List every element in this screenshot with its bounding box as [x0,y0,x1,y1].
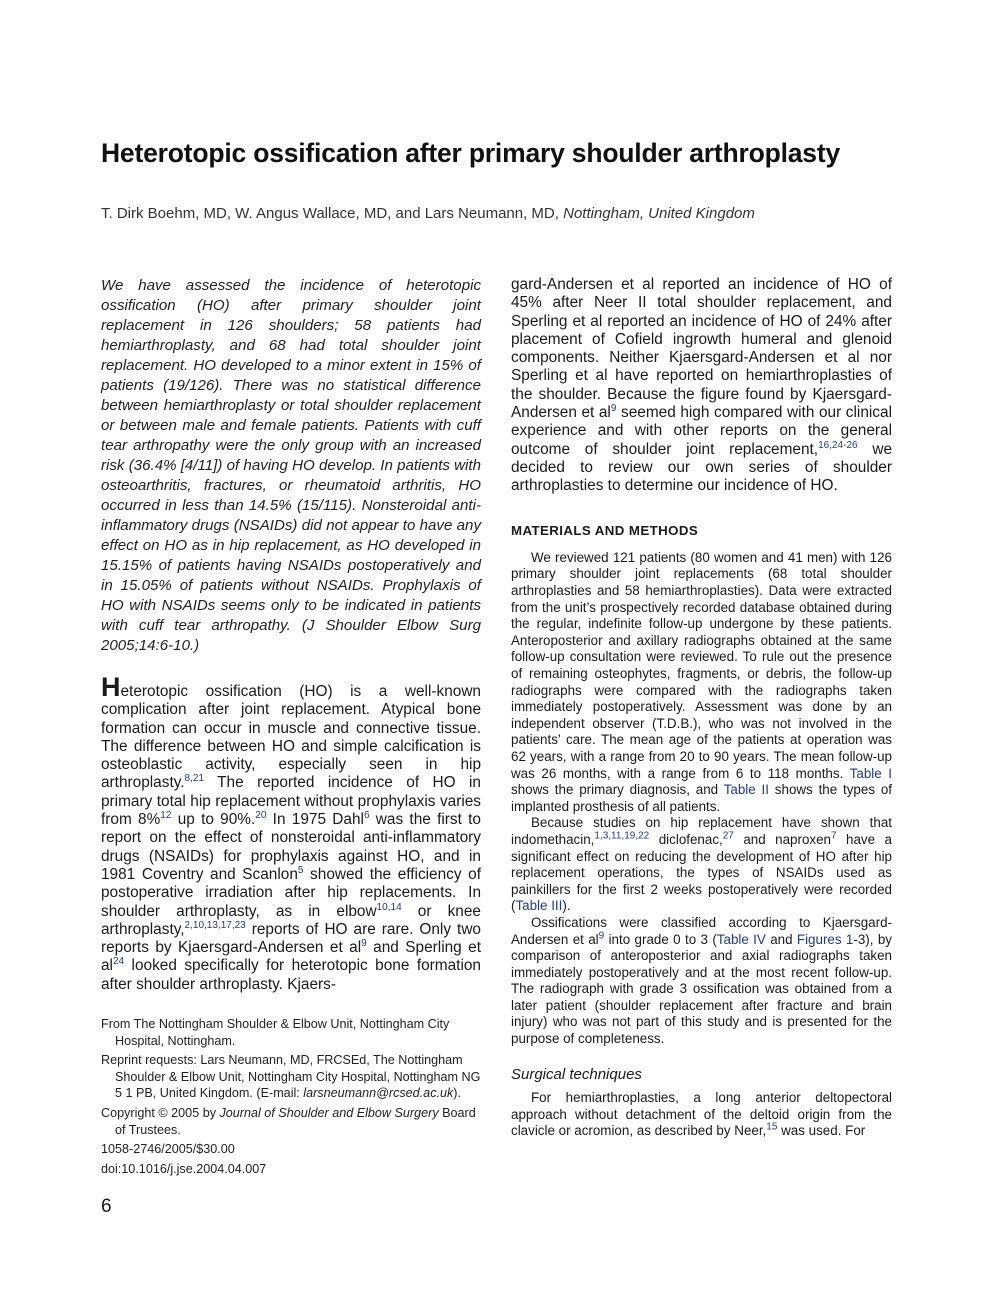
ref-link[interactable]: 1,3,11,19,22 [594,830,650,842]
ref-link[interactable]: 9 [361,938,367,950]
left-column [101,276,481,1180]
affiliation-note: From The Nottingham Shoulder & Elbow Unit, Nottingham City Hospital, Nottingham. [101,1017,450,1048]
intro-text-5: was the first to report on the effect of nonsteroidal anti-inflammatory drugs (NSAIDs) for prophylaxis against HO, and in 1981 Coventry and Scanlon [101,811,481,883]
email-link[interactable]: larsneumann@rcsed.ac.uk [303,1086,454,1101]
surgical-text: For hemiarthroplasties, a long anterior deltopectoral approach without detachment of the deltoid origin from the clavicle or acromion, as described by Neer, [511,1089,892,1139]
table-link[interactable]: Table I [849,765,893,781]
table-link[interactable]: Table II [723,782,769,798]
abstract: We have assessed the incidence of heterotopic ossification (HO) after primary shoulder joint replacement in 126 shoulders; 58 patients had hemiarthroplasty, and 68 had total shoulder joint replacement. HO developed to a minor extent in 15% of patients (19/126). There was no statistical difference between hemiarthroplasty or total shoulder replacement or between male and female patients. Patients with cuff tear arthropathy were the only group with an increased risk (36.4% [4/11]) of having HO develop. In patients with osteoarthritis, fractures, or rheumatoid arthritis, HO occurred in less than 14.5% (15/115). Nonsteroidal anti-inflammatory drugs (NSAIDs) did not appear to have any effect on HO as in hip replacement, as HO developed in 15.15% of patients having NSAIDs postoperatively and in 15.05% of patients without NSAIDs. Prophylaxis of HO with NSAIDs seems only to be indicated in patients with cuff tear arthropathy. (J Shoulder Elbow Surg 2005;14:6-10.) [101,277,481,654]
intro-text-7: or knee arthroplasty, [101,902,481,938]
ref-link[interactable]: 12 [160,809,172,821]
table-link[interactable]: Table IV [716,931,766,947]
methods-text: have a significant effect on reducing the development of HO after hip replacement operations, the types of NSAIDs used as painkillers for the first 2 weeks postoperatively were recorded ( [511,831,892,914]
methods-text: Ossifications were classified according to Kjaersgard-Andersen et al [511,914,892,947]
author-names: T. Dirk Boehm, MD, W. Angus Wallace, MD, and Lars Neumann, MD, [101,205,559,222]
ref-link[interactable]: 10,14 [376,901,402,913]
intro-paragraph [101,672,482,994]
ref-link[interactable]: 9 [598,930,605,942]
surgical-heading: Surgical techniques [511,1065,642,1083]
intro-text-4: In 1975 Dahl [266,811,364,829]
methods-paragraph-2 [511,815,892,915]
intro-cont-text-1: gard-Andersen et al reported an incidence of HO of 45% after Neer II total shoulder replacement, and Sperling et al reported an incidence of HO of 24% after placement of Cofield ingrowth humeral and glenoid components. Neither Kjaersgard-Andersen et al nor Sperling et al have reported on hemiarthroplasties of the shoulder. Because the figure found by Kjaersgard-Andersen et al [511,276,892,422]
methods-text: and [765,931,797,947]
methods-text: diclofenac, [649,831,723,847]
ref-link[interactable]: 8,21 [184,773,205,785]
surgical-text: was used. For [777,1123,866,1139]
methods-text: shows the types of implanted prosthesis of all patients. [511,782,892,814]
reprint-text: Reprint requests: Lars Neumann, MD, FRCSEd, The Nottingham Shoulder & Elbow Unit, Nottingham City Hospital, Nottingham NG 5 1 PB, United Kingdom. (E-mail: [101,1053,481,1101]
intro-text-9: and Sperling et al [101,939,482,975]
ref-link[interactable]: 16,24-26 [818,439,858,451]
intro-text-6: showed the efficiency of postoperative irradiation after hip replacements. In shoulder arthroplasty, as in elbow [101,865,481,920]
copyright-board: Board of Trustees. [115,1106,476,1137]
right-column [511,276,892,1140]
ref-link[interactable]: 6 [363,809,370,821]
issn-note: 1058-2746/2005/$30.00 [101,1142,235,1157]
intro-text-2: The reported incidence of HO in primary total hip replacement without prophylaxis varies from 8% [101,774,481,829]
footnotes [101,1016,481,1177]
ref-link[interactable]: 7 [831,830,837,842]
ref-link[interactable]: 15 [766,1121,778,1133]
methods-text: Because studies on hip replacement have shown that indomethacin, [511,815,892,847]
ref-link[interactable]: 20 [255,809,267,821]
doi-note[interactable]: doi:10.1016/j.jse.2004.04.007 [101,1161,267,1176]
surgical-paragraph [511,1090,892,1140]
methods-text: We reviewed 121 patients (80 women and 41 men) with 126 primary shoulder joint replacements (68 total shoulder arthroplasties and 58 hemiarthroplasties). Data were extracted from the unit’s prospectively recorded database obtained during the regular, indefinite follow-up undergone by these patients. Anteroposterior and axillary radiographs obtained at the same follow-up consultation were reviewed. To rule out the presence of remaining osteophytes, fragments, or debris, the follow-up radiographs were compared with the radiographs taken immediately postoperatively. Assessment was done by an independent observer (T.D.B.), who was not involved in the patients’ care. The mean age of the patients at operation was 62 years, with a range from 20 to 90 years. The mean follow-up was 26 months, with a range from 6 to 118 months. [511,549,892,781]
intro-cont-text-2: seemed high compared with our clinical experience and with other reports on the general outcome of shoulder joint replacement, [511,404,892,458]
methods-section [511,550,892,1140]
ref-link[interactable]: 5 [297,864,304,876]
author-location: Nottingham, United Kingdom [563,205,755,222]
ref-link[interactable]: 2,10,13,17,23 [184,919,246,931]
copyright-note [101,1105,481,1138]
author-line [101,205,921,222]
intro-text-1: eterotopic ossification (HO) is a well-known complication after joint replacement. Atypical bone formation can occur in muscle and connective tissue. The difference between HO and simple calcification is osteoblastic activity, especially seen in hip arthroplasty. [101,683,481,792]
intro-cont-text-3: we decided to review our own series of shoulder arthroplasties to determine our incidence of HO. [511,440,892,495]
page-number: 6 [101,1196,112,1217]
methods-text: ). [562,898,571,914]
figure-link[interactable]: Figures 1 [796,931,854,947]
article-title: Heterotopic ossification after primary shoulder arthroplasty [101,138,841,168]
copyright-text: Copyright © 2005 by [101,1106,220,1121]
intro-continuation [511,276,892,496]
methods-heading: MATERIALS AND METHODS [511,522,699,538]
ref-link[interactable]: 24 [112,956,125,968]
reprint-close: ). [453,1086,461,1101]
methods-text: and naproxen [733,831,831,847]
intro-text-8: reports of HO are rare. Only two reports by Kjaersgard-Andersen et al [101,920,481,957]
methods-paragraph-1 [511,550,892,816]
intro-text-3: up to 90%. [171,811,256,829]
methods-text: shows the primary diagnosis, and [511,782,724,798]
ref-link[interactable]: 27 [722,830,734,842]
reprint-note [101,1052,481,1102]
table-link[interactable]: Table III [515,898,563,914]
intro-text-10: looked specifically for heterotopic bone formation after shoulder arthroplasty. Kjaers- [101,957,481,993]
methods-text: into grade 0 to 3 ( [604,931,717,947]
journal-name: Journal of Shoulder and Elbow Surgery [219,1106,439,1121]
ref-link[interactable]: 9 [610,402,617,414]
drop-cap: H [101,672,121,702]
methods-text: -3), by comparison of anteroposterior and axial radiographs taken immediately postoperatively and at the most recent follow-up. The radiograph with grade 3 ossification was obtained from a later patient (shoulder replacement after fracture and brain injury) who was not part of this study and is presented for the purpose of completeness. [511,931,892,1047]
methods-paragraph-3 [511,915,892,1048]
